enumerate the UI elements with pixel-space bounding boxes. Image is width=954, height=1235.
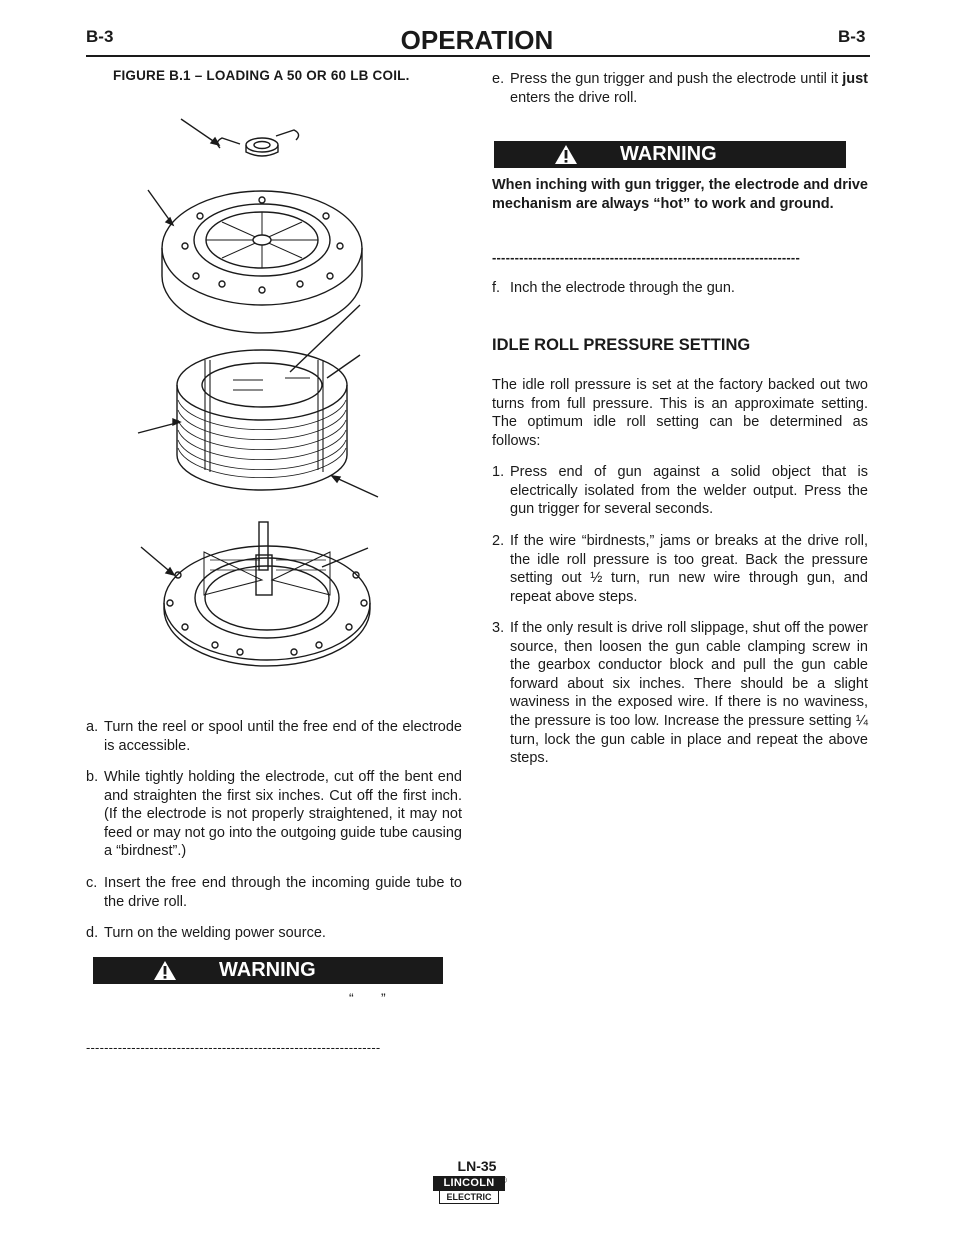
idle-roll-step-1 <box>492 463 868 519</box>
idle-roll-step-1-label: 1. <box>492 464 505 480</box>
divider-dashes-right: -------------------------------------------------------------------- <box>492 250 800 265</box>
idle-roll-intro: The idle roll pressure is set at the factory backed out two turns from full pressure. This is an approximate setting. The optimum idle roll setting can be determined as follows: <box>492 377 868 449</box>
step-f <box>492 279 868 298</box>
warning-banner-left <box>93 957 443 984</box>
logo-top-text: LINCOLN <box>433 1176 505 1191</box>
step-a-label: a. <box>86 719 99 735</box>
step-c <box>86 874 462 911</box>
step-a <box>86 718 462 755</box>
idle-roll-step-2 <box>492 532 868 606</box>
section-heading-idle-roll: IDLE ROLL PRESSURE SETTING <box>492 336 751 354</box>
warning-banner-right <box>494 141 846 168</box>
reel-flange-top <box>148 190 362 333</box>
step-b-label: b. <box>86 769 99 785</box>
lincoln-electric-logo <box>433 1176 505 1204</box>
idle-roll-step-2-label: 2. <box>492 533 505 549</box>
warning-text-right: When inching with gun trigger, the electrode and drive mechanism are always “hot” to work and ground. <box>492 177 868 212</box>
model-number: LN-35 <box>457 1158 497 1174</box>
warning-quote-close: ” <box>381 990 386 1006</box>
idle-roll-step-3 <box>492 619 868 768</box>
header-rule <box>86 55 870 57</box>
logo-bottom-text: ELECTRIC <box>439 1190 499 1204</box>
step-e-text-start: Press the gun trigger and push the electrode until it <box>510 71 843 87</box>
reel-base-bottom <box>141 522 370 666</box>
warning-label-left: WARNING <box>219 959 316 981</box>
figure-caption: FIGURE B.1 – LOADING A 50 OR 60 LB COIL. <box>113 68 410 83</box>
step-b-text: While tightly holding the electrode, cut off the bent end and straighten the first six inches. Cut off the first inch. (If the electrode is not properly straightened, it may not feed or may not go into the outgoing guide tube causing a “birdnest”.) <box>104 769 462 860</box>
step-f-label: f. <box>492 280 501 296</box>
wing-nut-icon <box>181 119 299 156</box>
step-d-label: d. <box>86 925 99 941</box>
coil-loading-illustration <box>130 105 380 670</box>
idle-roll-step-1-text: Press end of gun against a solid object that is electrically isolated from the welder output. Press the gun trigger for several seconds. <box>510 464 868 518</box>
step-e-text-bold: just <box>842 71 868 87</box>
step-f-text: Inch the electrode through the gun. <box>510 280 735 296</box>
idle-roll-step-3-text: If the only result is drive roll slippage, shut off the power source, then loosen the gun cable clamping screw in the gearbox conductor block and pull the gun cable forward about six inches. There should be a slight waviness in the exposed wire. If there is no waviness, the pressure is too low. Increase the pressure setting ¼ turn, lock the gun cable in place and repeat the above steps. <box>510 620 868 767</box>
wire-coil <box>138 305 378 497</box>
step-b <box>86 768 462 861</box>
warning-triangle-icon <box>554 144 578 165</box>
warning-triangle-icon <box>153 960 177 981</box>
warning-label-right: WARNING <box>620 143 717 165</box>
step-a-text: Turn the reel or spool until the free end of the electrode is accessible. <box>104 719 462 754</box>
step-e-label: e. <box>492 71 505 87</box>
step-c-text: Insert the free end through the incoming guide tube to the drive roll. <box>104 875 462 910</box>
logo-registered-mark: ® <box>501 1176 507 1185</box>
idle-roll-step-2-text: If the wire “birdnests,” jams or breaks at the drive roll, the idle roll pressure is too great. Back the pressure setting out ½ turn, run new wire through gun, and repeat above steps. <box>510 533 868 605</box>
step-e-text-end: enters the drive roll. <box>510 89 638 106</box>
step-e-text <box>492 70 868 107</box>
page-code-left: B-3 <box>86 27 114 46</box>
step-e <box>492 70 868 107</box>
warning-quote-open: “ <box>349 990 354 1006</box>
step-c-label: c. <box>86 875 98 891</box>
page-title: OPERATION <box>400 25 554 55</box>
divider-dashes-left: ----------------------------------------------------------------- <box>86 1040 381 1055</box>
step-d-text: Turn on the welding power source. <box>104 925 326 941</box>
page-code-right: B-3 <box>838 27 866 46</box>
idle-roll-step-3-label: 3. <box>492 620 505 636</box>
step-d <box>86 924 462 943</box>
